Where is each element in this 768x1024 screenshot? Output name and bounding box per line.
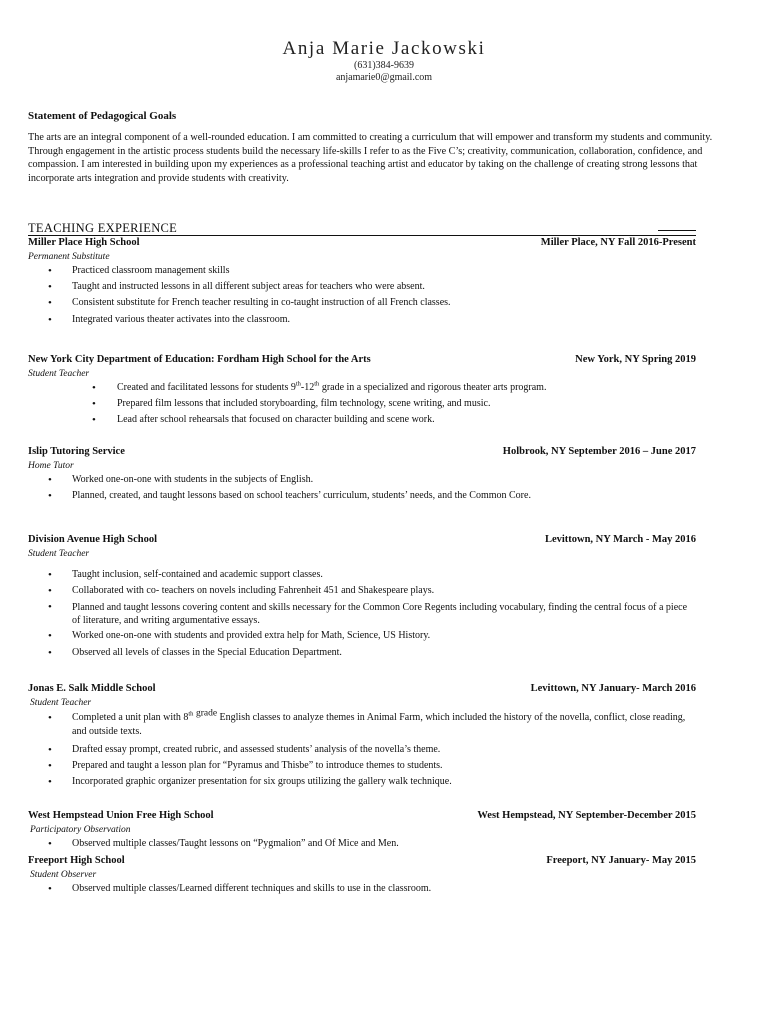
- job-location-dates: Miller Place, NY Fall 2016-Present: [540, 237, 696, 248]
- job-entry: [28, 534, 696, 661]
- job-bullets: [28, 708, 696, 791]
- job-location-dates: Holbrook, NY September 2016 – June 2017: [502, 446, 696, 457]
- job-bullet: • Collaborated with co- teachers on novels including Fahrenheit 451 and Shakespeare plays.: [28, 583, 696, 599]
- section-title: TEACHING EXPERIENCE: [28, 221, 178, 235]
- job-entry: [28, 446, 696, 504]
- job-bullet: • Taught and instructed lessons in all different subject areas for teachers who were absent.: [28, 279, 696, 295]
- job-role: Home Tutor: [28, 461, 74, 471]
- job-location-dates: Freeport, NY January- May 2015: [546, 855, 696, 866]
- job-organization: Miller Place High School: [28, 237, 140, 248]
- resume-header: [0, 38, 768, 84]
- job-bullet: • Consistent substitute for French teacher resulting in co-taught instruction of all French classes.: [28, 295, 696, 311]
- job-bullet: • Created and facilitated lessons for students 9th-12th grade in a specialized and rigorous theater arts program.: [28, 380, 696, 396]
- job-role: Student Teacher: [28, 369, 90, 379]
- job-bullet: • Lead after school rehearsals that focused on character building and scene work.: [28, 412, 696, 428]
- job-bullets: [28, 881, 696, 897]
- job-bullet: • Planned and taught lessons covering content and skills necessary for the Common Core Regents including vocabulary, finding the central focus of a piece of literature, and writing argumentative essays.: [28, 601, 696, 627]
- job-role: Student Observer: [30, 870, 97, 880]
- job-bullets: [28, 567, 696, 661]
- job-bullet: • Planned, created, and taught lessons based on school teachers’ curriculum, students’ needs, and the Common Core.: [28, 488, 696, 504]
- section-divider: [28, 235, 696, 236]
- statement-body: The arts are an integral component of a well-rounded education. I am committed to creating a curriculum that will empower and transform my students and community. Through engagement in the artistic process students build the necessary life-skills I refer to as the Five C’s; creativity, communication, collaboration, confidence, and compassion. I am interested in building upon my experiences as a professional teaching artist and educator by taking on the challenge of creating strong lessons that incorporate arts integration and provide students with creativity.: [28, 132, 713, 184]
- email-address: anjamarie0@gmail.com: [335, 72, 433, 83]
- job-bullet: • Prepared film lessons that included storyboarding, film technology, scene writing, and music.: [28, 396, 696, 412]
- job-bullet: • Drafted essay prompt, created rubric, and assessed students’ analysis of the novella’s theme.: [28, 742, 696, 758]
- job-bullet: • Integrated various theater activates into the classroom.: [28, 312, 696, 328]
- job-bullet: • Incorporated graphic organizer presentation for six groups utilizing the gallery walk technique.: [28, 774, 696, 790]
- job-entry: [28, 354, 696, 429]
- job-location-dates: Levittown, NY January- March 2016: [530, 683, 696, 694]
- job-bullet: • Observed multiple classes/Learned different techniques and skills to use in the classroom.: [28, 881, 696, 897]
- job-role: Permanent Substitute: [28, 252, 110, 262]
- job-location-dates: Levittown, NY March - May 2016: [544, 534, 696, 545]
- job-entry: [28, 683, 696, 791]
- job-entry: [28, 855, 696, 897]
- job-bullet: • Worked one-on-one with students and provided extra help for Math, Science, US History.: [28, 628, 696, 644]
- job-role: Student Teacher: [28, 549, 90, 559]
- job-organization: Jonas E. Salk Middle School: [28, 683, 156, 694]
- job-bullet: • Completed a unit plan with 8th $^{grade}$ English classes to analyze themes in Animal Farm, which included the history of the novella, conflict, close reading, and outside texts.: [28, 711, 696, 739]
- job-entry: [28, 810, 696, 852]
- job-bullet: • Practiced classroom management skills: [28, 263, 696, 279]
- job-organization: Division Avenue High School: [28, 534, 158, 545]
- job-organization: Islip Tutoring Service: [28, 446, 125, 457]
- phone-number: (631)384-9639: [354, 60, 414, 71]
- job-location-dates: New York, NY Spring 2019: [575, 354, 696, 365]
- job-entry: [28, 237, 696, 328]
- job-bullets: [28, 472, 696, 504]
- job-location-dates: West Hempstead, NY September-December 2015: [477, 810, 696, 821]
- job-bullet: • Observed multiple classes/Taught lessons on “Pygmalion” and Of Mice and Men.: [28, 836, 696, 852]
- job-bullets: [28, 263, 696, 328]
- job-bullets: [28, 836, 696, 852]
- job-bullets: [28, 380, 696, 429]
- job-organization: West Hempstead Union Free High School: [28, 810, 214, 821]
- candidate-name: Anja Marie Jackowski: [282, 38, 486, 59]
- job-organization: Freeport High School: [28, 855, 125, 866]
- job-bullet: • Prepared and taught a lesson plan for “Pyramus and Thisbe” to introduce themes to students.: [28, 758, 696, 774]
- job-organization: New York City Department of Education: Fordham High School for the Arts: [28, 354, 371, 365]
- job-bullet: • Worked one-on-one with students in the subjects of English.: [28, 472, 696, 488]
- section-divider-accent: [658, 230, 696, 231]
- job-role: Student Teacher: [30, 698, 92, 708]
- job-bullet: • Observed all levels of classes in the Special Education Department.: [28, 645, 696, 661]
- job-bullet: • Taught inclusion, self-contained and academic support classes.: [28, 567, 696, 583]
- statement-title: Statement of Pedagogical Goals: [28, 110, 177, 122]
- job-role: Participatory Observation: [30, 825, 131, 835]
